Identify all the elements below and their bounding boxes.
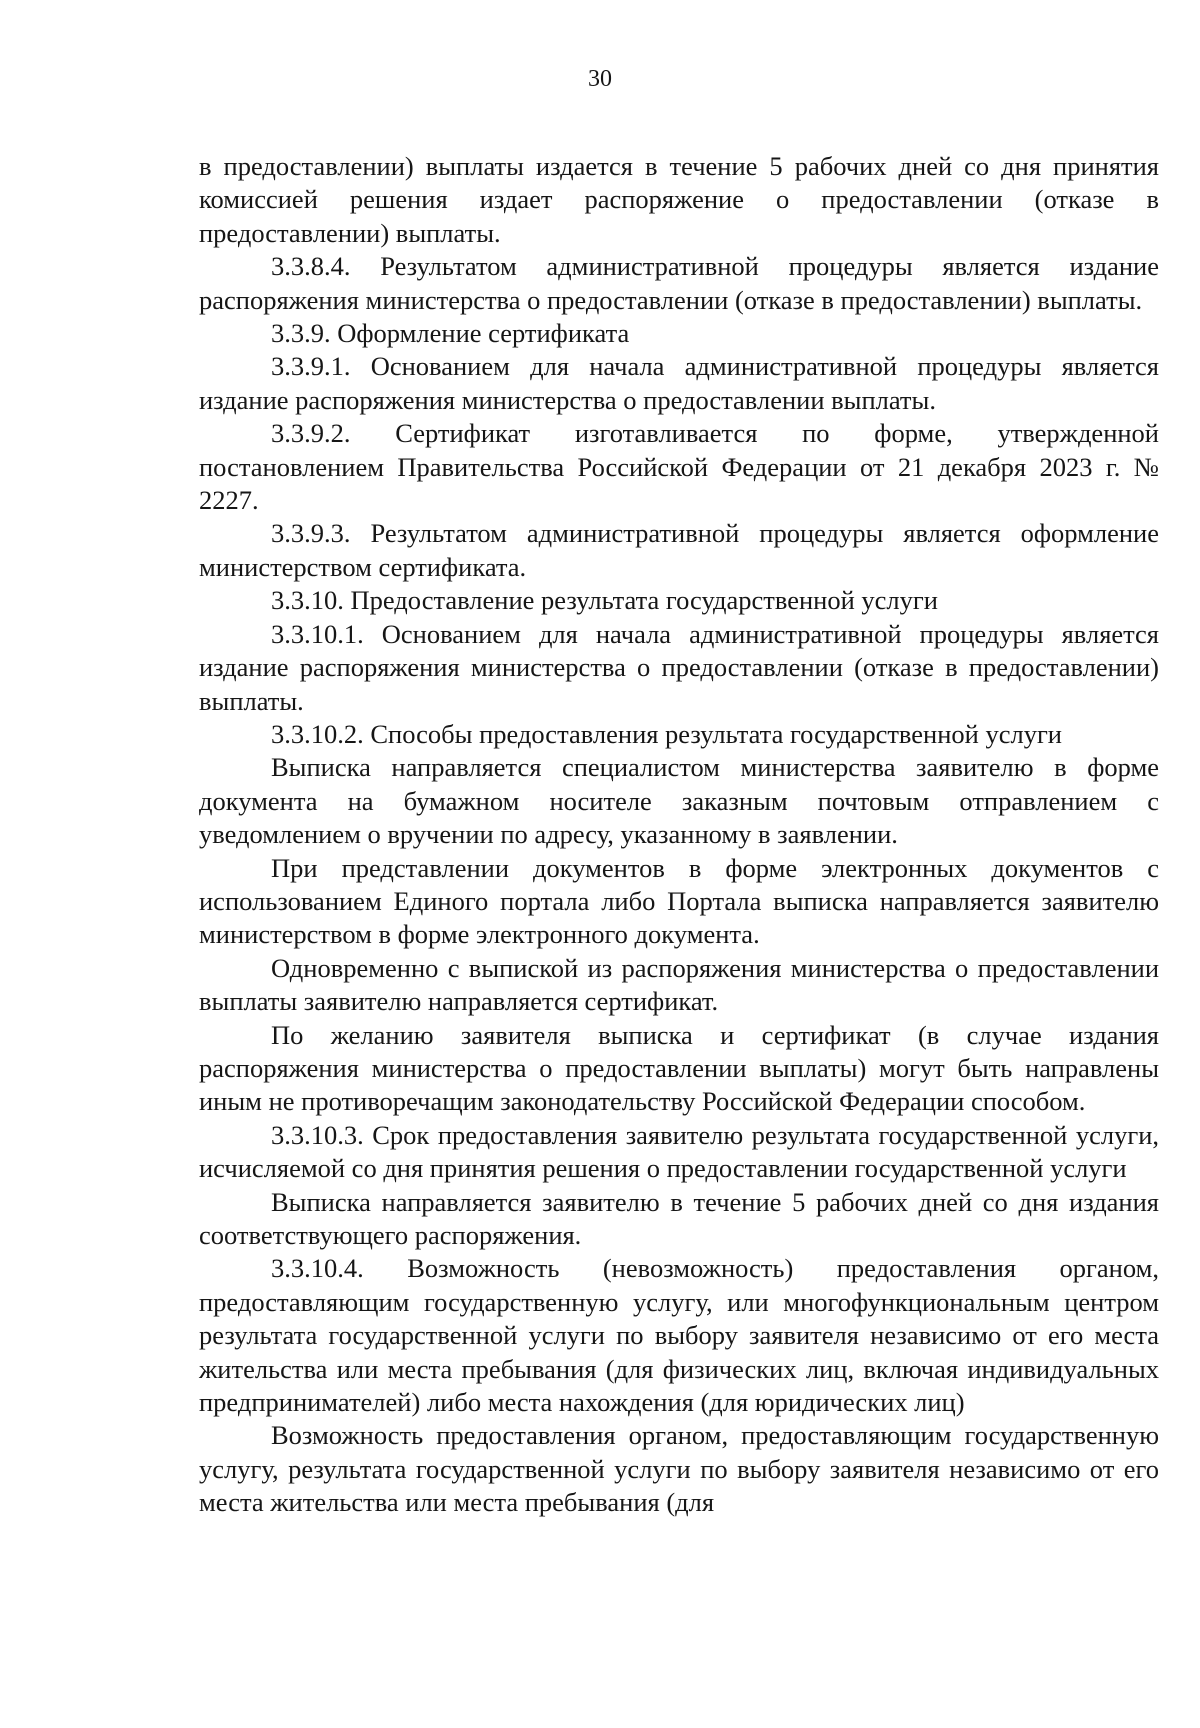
paragraph-3-3-9-3: 3.3.9.3. Результатом административной процедуры является оформление министерством сертификата.	[199, 518, 1159, 582]
paragraph-extract-paper: Выписка направляется специалистом министерства заявителю в форме документа на бумажном носителе заказным почтовым отправлением с уведомлением о вручении по адресу, указанному в заявлении.	[199, 752, 1159, 850]
paragraph-3-3-8-4: 3.3.8.4. Результатом административной процедуры является издание распоряжения министерства о предоставлении (отказе в предоставлении) выплаты.	[199, 251, 1159, 315]
page-number: 30	[588, 66, 612, 92]
paragraph-certificate-sent: Одновременно с выпиской из распоряжения министерства о предоставлении выплаты заявителю направляется сертификат.	[199, 952, 1159, 1017]
paragraph-continuation: в предоставлении) выплаты издается в течение 5 рабочих дней со дня принятия комиссией решения издает распоряжение о предоставлении (отказе в предоставлении) выплаты.	[199, 151, 1159, 248]
paragraph-3-3-9-1: 3.3.9.1. Основанием для начала административной процедуры является издание распоряжения министерства о предоставлении выплаты.	[199, 351, 1159, 415]
document-body	[199, 150, 1159, 1520]
paragraph-extract-term: Выписка направляется заявителю в течение 5 рабочих дней со дня издания соответствующего распоряжения.	[199, 1186, 1159, 1250]
paragraph-3-3-10-2: 3.3.10.2. Способы предоставления результата государственной услуги	[271, 718, 1062, 749]
paragraph-3-3-9-2: 3.3.9.2. Сертификат изготавливается по форме, утвержденной постановлением Правительства Российской Федерации от 21 декабря 2023 г. № 2227.	[199, 418, 1159, 516]
paragraph-possibility: Возможность предоставления органом, предоставляющим государственную услугу, результата государственной услуги по выбору заявителя независимо от его места жительства или места пребывания (для	[199, 1420, 1159, 1518]
paragraph-extract-electronic: При представлении документов в форме электронных документов с использованием Единого портала либо Портала выписка направляется заявителю министерством в форме электронного документа.	[199, 852, 1159, 950]
section-heading-3-3-9: 3.3.9. Оформление сертификата	[271, 318, 630, 349]
paragraph-3-3-10-3: 3.3.10.3. Срок предоставления заявителю результата государственной услуги, исчисляемой со дня принятия решения о предоставлении государственной услуги	[199, 1119, 1159, 1184]
paragraph-other-method: По желанию заявителя выписка и сертификат (в случае издания распоряжения министерства о предоставлении выплаты) могут быть направлены иным не противоречащим законодательству Российской Федерации способом.	[199, 1019, 1159, 1117]
paragraph-3-3-10-1: 3.3.10.1. Основанием для начала административной процедуры является издание распоряжения министерства о предоставлении (отказе в предоставлении) выплаты.	[199, 618, 1159, 716]
paragraph-3-3-10-4: 3.3.10.4. Возможность (невозможность) предоставления органом, предоставляющим государственную услугу, или многофункциональным центром результата государственной услуги по выбору заявителя независимо от его места жительства или места пребывания (для физических лиц, включая индивидуальных предпринимателей) либо места нахождения (для юридических лиц)	[199, 1253, 1159, 1418]
section-heading-3-3-10: 3.3.10. Предоставление результата государственной услуги	[271, 585, 938, 616]
